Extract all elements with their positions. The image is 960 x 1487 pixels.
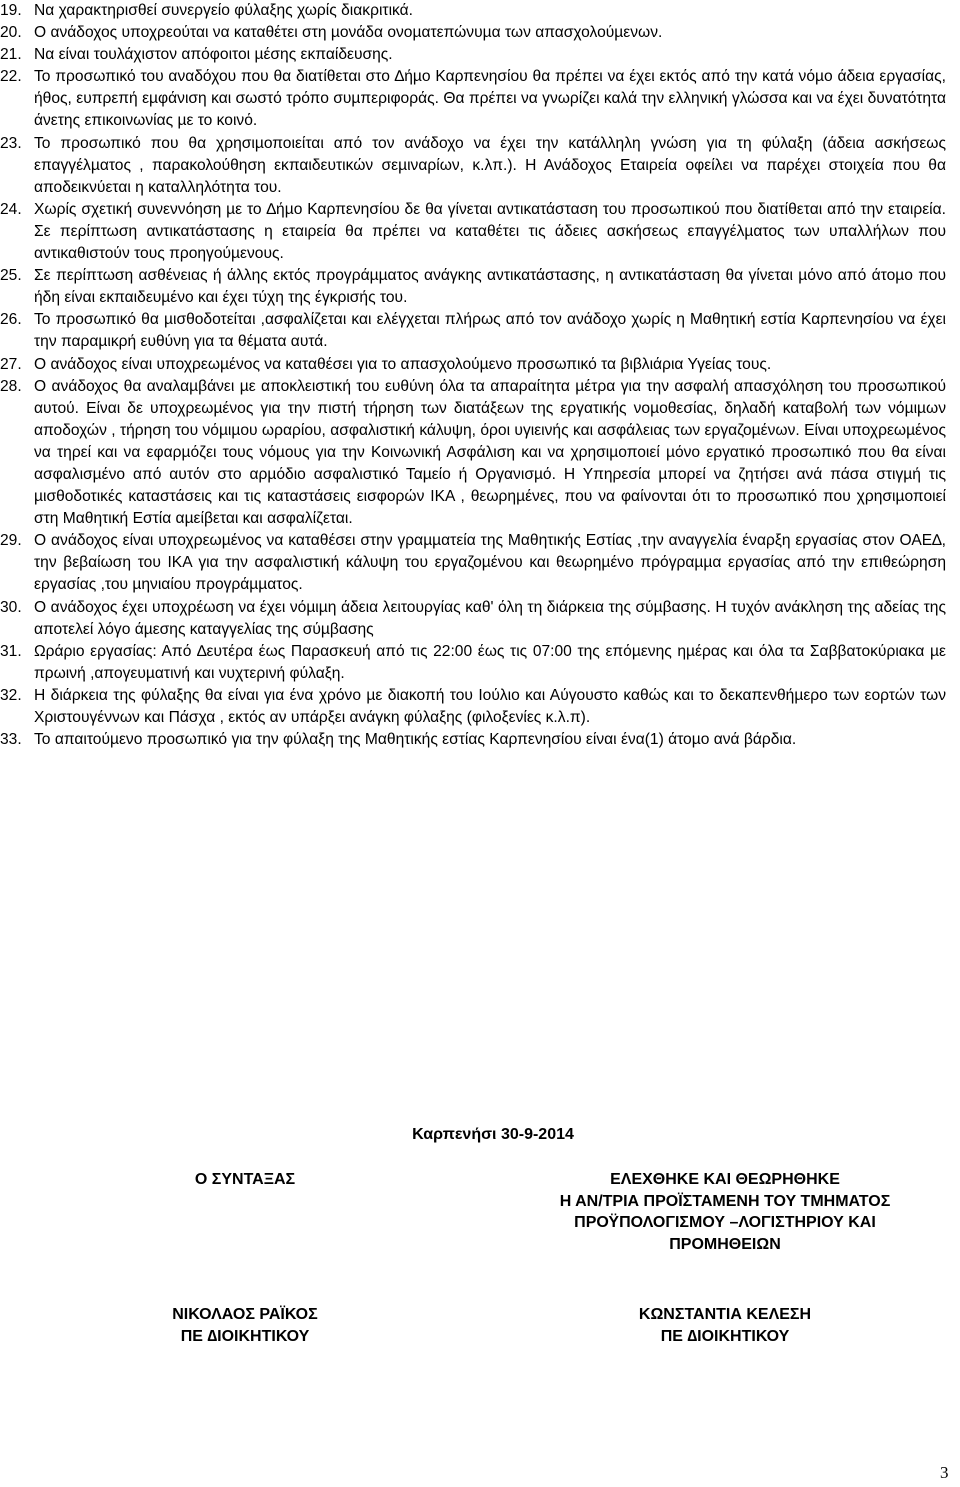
- right-signature-block: [500, 1304, 950, 1347]
- term-item: [0, 530, 946, 596]
- left-signature-block: [130, 1304, 360, 1347]
- term-number: 26.: [0, 311, 22, 329]
- right-role-line: ΕΛΕΧΘΗΚΕ ΚΑΙ ΘΕΩΡΗΘΗΚΕ: [610, 1171, 840, 1188]
- term-item: [0, 685, 946, 729]
- term-text: Ο ανάδοχος υποχρεούται να καταθέτει στη µονάδα ονοµατεπώνυµα των απασχολούµενων.: [34, 24, 663, 42]
- right-signature-title: ΠΕ ∆ΙΟΙΚΗΤΙΚΟΥ: [660, 1327, 790, 1345]
- term-number: 28.: [0, 377, 22, 395]
- term-number: 19.: [0, 2, 22, 19]
- term-text: Το προσωπικό του αναδόχου που θα διατίθεται στο ∆ήµο Καρπενησίου θα πρέπει να έχει εκτός από την κατά νόµο άδεια εργασίας, ήθος, ευπρεπή εµφάνιση και σωστό τρόπο συµπεριφοράς. Θα πρέπει να γνωρίζει καλά την ελληνική γλώσσα και να έχει δυνατότητα άνετης επικοινωνίας µε το κοινό.: [34, 68, 946, 130]
- term-text: Ο ανάδοχος είναι υποχρεωµένος να καταθέσει για το απασχολούµενο προσωπικό τα βιβλιάρια Υγείας τους.: [34, 355, 772, 373]
- term-text: Το προσωπικό θα µισθοδοτείται ,ασφαλίζεται και ελέγχεται πλήρως από τον ανάδοχο χωρίς η Μαθητική εστία Καρπενησίου να έχει την παραµικρή ευθύνη για τα θέµατα αυτά.: [34, 311, 946, 351]
- term-text: Ωράριο εργασίας: Από ∆ευτέρα έως Παρασκευή από τις 22:00 έως τις 07:00 της επόµενης ηµέρας και όλα τα Σαββατοκύριακα µε πρωινή ,απογευµατινή και νυχτερινή φύλαξη.: [34, 642, 946, 682]
- term-item: [0, 265, 946, 309]
- right-role-line: ΠΡΟΫΠΟΛΟΓΙΣΜΟΥ –ΛΟΓΙΣΤΗΡΙΟΥ ΚΑΙ: [574, 1214, 876, 1231]
- term-text: Χωρίς σχετική συνεννόηση µε το ∆ήµο Καρπενησίου δε θα γίνεται αντικατάσταση του προσωπικού που διατίθεται από την εταιρεία. Σε περίπτωση αντικατάστασης η εταιρεία θα πρέπει να καταθέτει τις άδειες ασκήσεως επαγγέλµατος των υπαλλήλων που αντικαθιστούν τους προηγούµενους.: [34, 200, 946, 263]
- term-item: [0, 309, 946, 353]
- term-number: 29.: [0, 532, 22, 550]
- right-role-line: ΠΡΟΜΗΘΕΙΩΝ: [669, 1235, 781, 1253]
- left-signature-role: Ο ΣΥΝΤΑΞΑΣ: [194, 1171, 296, 1188]
- right-role-line: Η ΑΝ/ΤΡΙΑ ΠΡΟΪΣΤΑΜΕΝΗ ΤΟΥ ΤΜΗΜΑΤΟΣ: [559, 1192, 891, 1210]
- term-item: [0, 44, 946, 66]
- right-signature-role: [500, 1169, 950, 1255]
- term-text: Ο ανάδοχος είναι υποχρεωµένος να καταθέσει στην γραµµατεία της Μαθητικής Εστίας ,την αναγγελία έναρξη εργασίας στον ΟΑΕ∆, την βεβαίωση του ΙΚΑ για την ασφαλιστική κάλυψη του εργαζοµένου και θεωρηµένο πρόγραµµα εργασίας από την επιθεώρηση εργασίας ,του µηνιαίου προγράµµατος.: [34, 532, 946, 594]
- term-item: [0, 0, 946, 22]
- term-number: 23.: [0, 134, 22, 152]
- term-item: [0, 354, 946, 376]
- term-item: [0, 66, 946, 132]
- term-number: 27.: [0, 355, 22, 373]
- term-number: 30.: [0, 598, 22, 616]
- page-number: 3: [940, 1463, 949, 1482]
- term-item: [0, 641, 946, 685]
- term-text: Σε περίπτωση ασθένειας ή άλλης εκτός προγράµµατος ανάγκης αντικατάστασης, η αντικατάσταση θα γίνεται µόνο από άτοµο που ήδη είναι εκπαιδευµένο και έχει τύχη της έγκρισής του.: [34, 267, 946, 307]
- term-item: [0, 199, 946, 265]
- date-line: Καρπενήσι 30-9-2014: [412, 1126, 574, 1143]
- term-text: Το προσωπικό που θα χρησιµοποιείται από τον ανάδοχο να έχει την κατάλληλη γνώση για τη φύλαξη (άδεια ασκήσεως επαγγέλµατος , παρακολούθηση εκπαιδευτικών σεµιναρίων, κ.λπ.). Η Ανάδοχος Εταιρεία οφείλει να παρέχει στοιχεία που θα αποδεικνύεται η καταλληλότητα του.: [34, 134, 946, 196]
- term-text: Να είναι τουλάχιστον απόφοιτοι µέσης εκπαίδευσης.: [34, 46, 393, 64]
- term-number: 33.: [0, 731, 22, 749]
- terms-list: [0, 0, 946, 751]
- term-number: 24.: [0, 200, 22, 218]
- term-text: Να χαρακτηρισθεί συνεργείο φύλαξης χωρίς διακριτικά.: [34, 2, 413, 19]
- term-text: Η διάρκεια της φύλαξης θα είναι για ένα χρόνο µε διακοπή του Ιούλιο και Αύγουστο καθώς και το δεκαπενθήµερο των εορτών των Χριστουγέννων και Πάσχα , εκτός αν υπάρξει ανάγκη φύλαξης (φιλοξενίες κ.λ.π).: [34, 686, 946, 726]
- term-number: 25.: [0, 267, 22, 285]
- term-text: Το απαιτούµενο προσωπικό για την φύλαξη της Μαθητικής εστίας Καρπενησίου είναι ένα(1) άτοµο ανά βάρδια.: [34, 731, 797, 749]
- term-text: Ο ανάδοχος θα αναλαµβάνει µε αποκλειστική του ευθύνη όλα τα απαραίτητα µέτρα για την ασφαλή απασχόληση του προσωπικού αυτού. Είναι δε υποχρεωµένος για την πιστή τήρηση των διατάξεων της εργατικής νοµοθεσίας, δηλαδή καταβολή των νόµιµων αποδοχών , τήρηση του νόµιµου ωραρίου, ασφαλιστική κάλυψη, όροι υγιεινής και ασφάλειας των εργαζοµένων. Είναι υποχρεωµένος να τηρεί και να εφαρµόζει τους νόµους για την Κοινωνική Ασφάλιση και να χρησιµοποιεί µόνο εργατικό προσωπικό που θα είναι ασφαλισµένο από αυτόν στο αρµόδιο ασφαλιστικό Ταµείο ή Οργανισµό. Η Υπηρεσία µπορεί να ζητήσει ανά πάσα στιγµή τις µισθοδοτικές καταστάσεις και τις καταστάσεις εισφορών ΙΚΑ , θεωρηµένες, που να φαίνονται ότι το προσωπικό που χρησιµοποιεί στη Μαθητική Εστία αµείβεται και ασφαλίζεται.: [34, 377, 946, 528]
- term-item: [0, 22, 946, 44]
- left-signature-name: ΝΙΚΟΛΑΟΣ ΡΑΪΚΟΣ: [172, 1306, 318, 1323]
- right-signature-name: ΚΩΝΣΤΑΝΤΙΑ ΚΕΛΕΣΗ: [638, 1306, 812, 1323]
- term-item: [0, 133, 946, 199]
- term-number: 31.: [0, 642, 22, 660]
- term-item: [0, 376, 946, 531]
- term-text: Ο ανάδοχος έχει υποχρέωση να έχει νόµιµη άδεια λειτουργίας καθ' όλη τη διάρκεια της σύµβασης. Η τυχόν ανάκληση της αδείας της αποτελεί λόγο άµεσης καταγγελίας της σύµβασης: [34, 598, 946, 638]
- term-number: 22.: [0, 68, 22, 86]
- left-signature-title: ΠΕ ∆ΙΟΙΚΗΤΙΚΟΥ: [180, 1327, 310, 1345]
- term-number: 21.: [0, 46, 22, 64]
- term-number: 32.: [0, 686, 22, 704]
- term-item: [0, 729, 946, 751]
- term-number: 20.: [0, 24, 22, 42]
- term-item: [0, 597, 946, 641]
